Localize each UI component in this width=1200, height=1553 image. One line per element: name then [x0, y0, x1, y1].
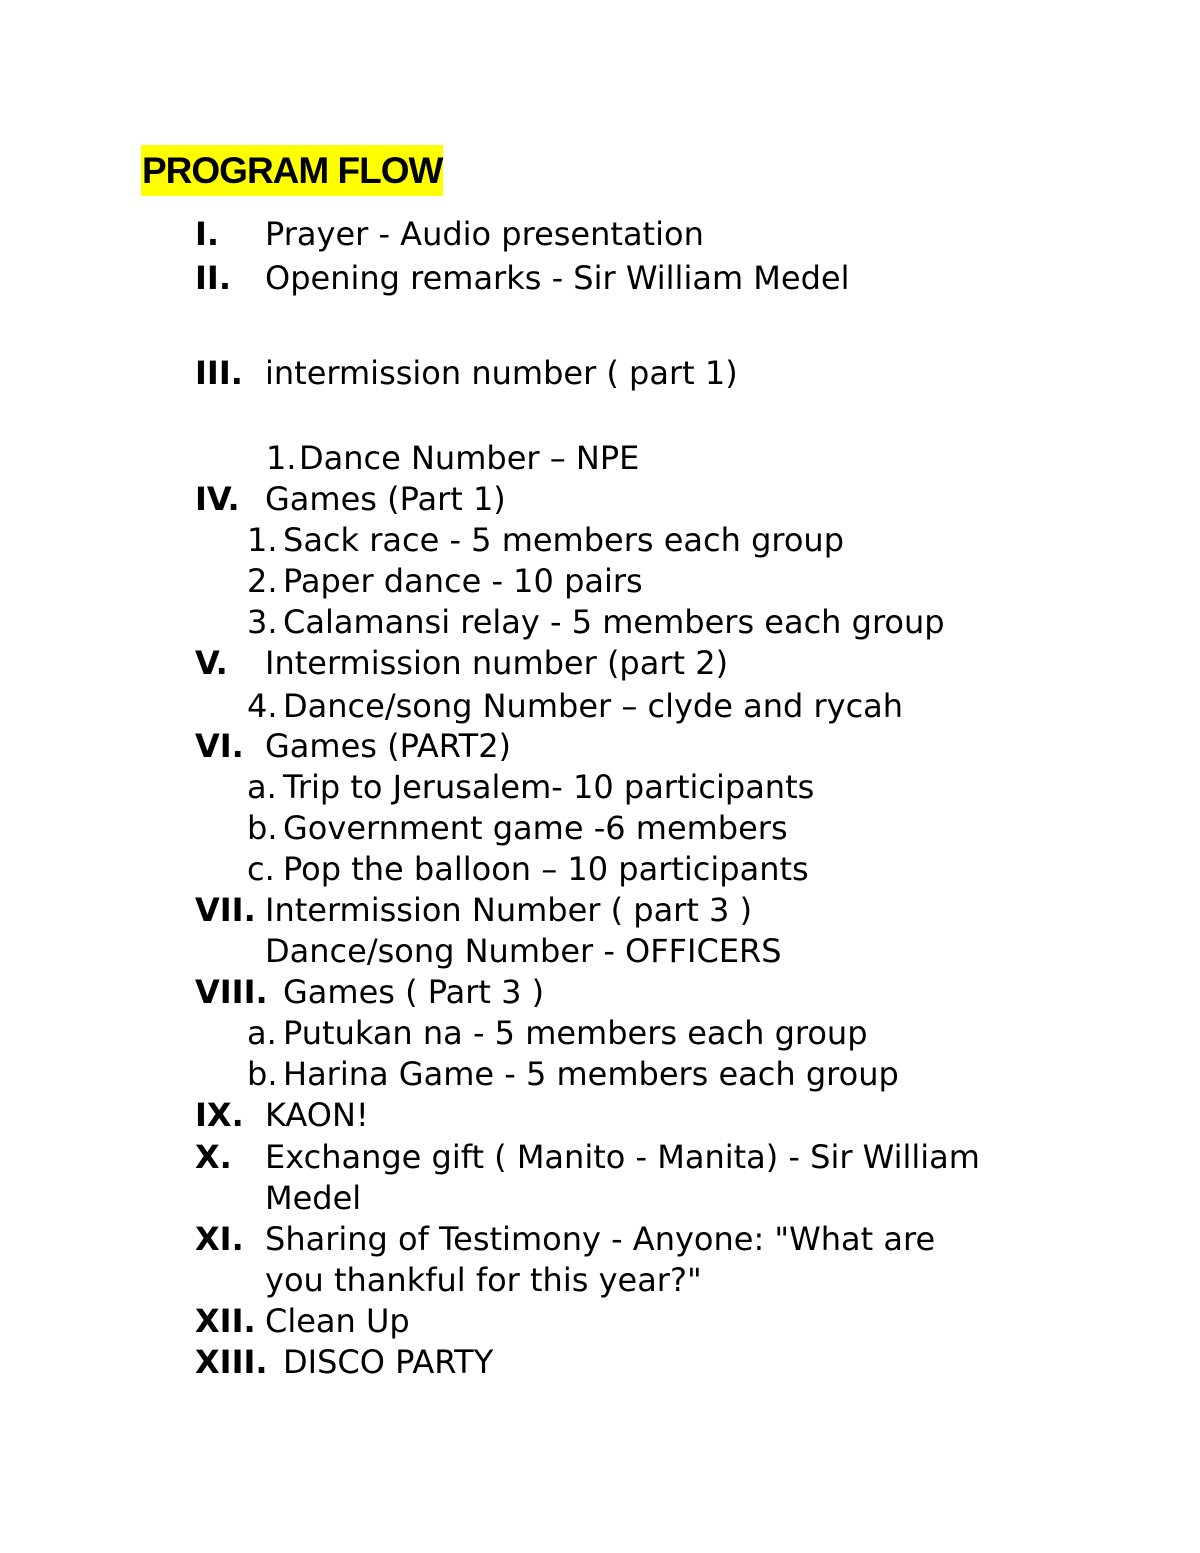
item-number: X. [195, 1138, 232, 1176]
item-text: Exchange gift ( Manito - Manita) - Sir William [265, 1138, 980, 1176]
item-number: V. [195, 644, 228, 682]
item-text: Games (PART2) [265, 727, 512, 765]
item-number: VI. [195, 727, 244, 765]
item-number: I. [195, 215, 220, 253]
item-text: intermission number ( part 1) [265, 354, 738, 392]
item-number: XI. [195, 1220, 244, 1258]
page-title: PROGRAM FLOW [141, 145, 443, 196]
item-number: VII. [195, 891, 256, 929]
item-text: Games (Part 1) [265, 480, 506, 518]
item-number: VIII. [195, 973, 268, 1011]
sub-item-number: c. [247, 850, 275, 888]
sub-item-text: Paper dance - 10 pairs [283, 562, 643, 600]
sub-item-number: a. [247, 768, 277, 806]
sub-item-text: Dance/song Number – clyde and rycah [283, 687, 904, 725]
sub-item-number: a. [247, 1014, 277, 1052]
item-number: II. [195, 259, 231, 297]
item-number: IV. [195, 480, 240, 518]
sub-item-number: 3. [247, 603, 278, 641]
item-text: Clean Up [265, 1302, 410, 1340]
item-text: Medel [265, 1179, 362, 1217]
sub-item-text: Harina Game - 5 members each group [283, 1055, 899, 1093]
item-text: Games ( Part 3 ) [283, 973, 545, 1011]
sub-item-number: b. [247, 809, 278, 847]
sub-item-number: 4. [247, 687, 278, 725]
sub-item-number: 1. [266, 439, 297, 477]
sub-item-text: Dance Number – NPE [299, 439, 640, 477]
sub-item-text: Pop the balloon – 10 participants [283, 850, 809, 888]
item-text: Prayer - Audio presentation [265, 215, 704, 253]
item-text: Sharing of Testimony - Anyone: "What are [265, 1220, 936, 1258]
item-text: Intermission number (part 2) [265, 644, 729, 682]
item-text: Intermission Number ( part 3 ) [265, 891, 753, 929]
sub-item-number: 2. [247, 562, 278, 600]
item-text: Dance/song Number - OFFICERS [265, 932, 782, 970]
item-number: III. [195, 354, 243, 392]
sub-item-number: 1. [247, 521, 278, 559]
sub-item-number: b. [247, 1055, 278, 1093]
item-text: DISCO PARTY [283, 1343, 494, 1381]
item-number: IX. [195, 1096, 244, 1134]
sub-item-text: Sack race - 5 members each group [283, 521, 844, 559]
item-text: KAON! [265, 1096, 369, 1134]
sub-item-text: Government game -6 members [283, 809, 788, 847]
item-number: XIII. [195, 1343, 268, 1381]
sub-item-text: Putukan na - 5 members each group [283, 1014, 868, 1052]
item-text: you thankful for this year?" [265, 1261, 702, 1299]
sub-item-text: Calamansi relay - 5 members each group [283, 603, 945, 641]
sub-item-text: Trip to Jerusalem- 10 participants [283, 768, 815, 806]
item-number: XII. [195, 1302, 256, 1340]
item-text: Opening remarks - Sir William Medel [265, 259, 850, 297]
